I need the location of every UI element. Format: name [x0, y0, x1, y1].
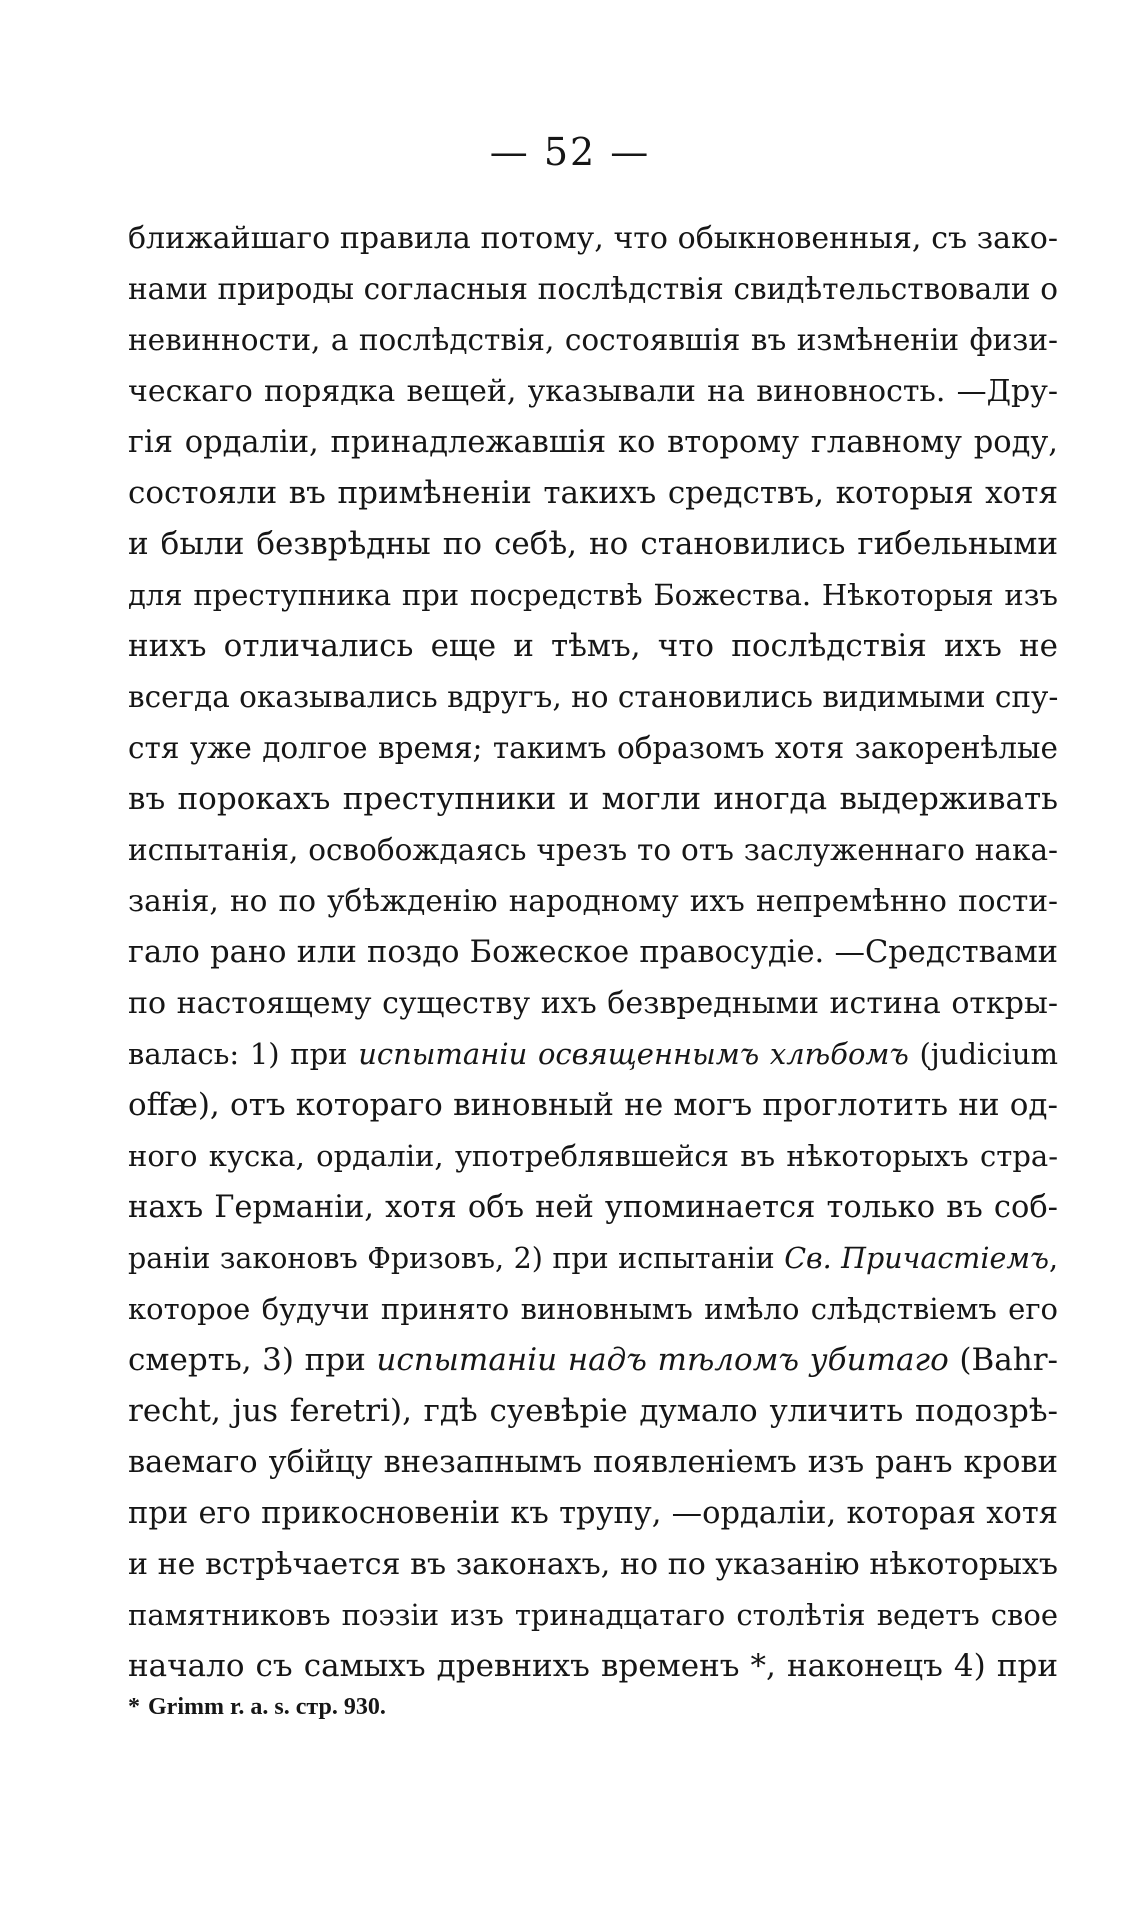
text-segment: , [1048, 1242, 1058, 1275]
text-segment: начало съ самыхъ древнихъ временъ *, наконецъ 4) при [128, 1648, 1058, 1684]
text-segment: состояли въ примѣненіи такихъ средствъ, которыя хотя [128, 475, 1058, 511]
text-segment: offæ), отъ котораго виновный не могъ проглотить ни од- [128, 1087, 1058, 1123]
text-line [128, 468, 1058, 519]
text-segment: занія, но по убѣжденію народному ихъ непремѣнно пости- [128, 884, 1058, 918]
text-line [128, 1284, 1058, 1335]
text-segment: и не встрѣчается въ законахъ, но по указанію нѣкоторыхъ [128, 1547, 1058, 1582]
text-line [128, 1641, 1058, 1692]
text-segment: гія ордаліи, принадлежавшія ко второму главному роду, [128, 425, 1058, 460]
text-line [128, 927, 1058, 978]
italic-term: испытаніи освященнымъ хлѣбомъ [358, 1037, 909, 1071]
text-line [128, 213, 1058, 264]
text-line [128, 876, 1058, 927]
text-line [128, 1335, 1058, 1386]
footnote-mark: * [128, 1694, 140, 1720]
text-segment: ближайшаго правила потому, что обыкновенныя, съ зако- [128, 221, 1058, 256]
text-segment: ваемаго убійцу внезапнымъ появленіемъ изъ ранъ крови [128, 1445, 1058, 1480]
text-line [128, 621, 1058, 672]
text-segment: которое будучи принято виновнымъ имѣло слѣдствіемъ его [128, 1292, 1058, 1326]
text-line [128, 1488, 1058, 1539]
text-line [128, 1182, 1058, 1233]
text-line [128, 1386, 1058, 1437]
body-text [128, 213, 1058, 1692]
text-line [128, 825, 1058, 876]
text-segment: всегда оказывались вдругъ, но становились видимыми спу- [128, 680, 1058, 714]
text-segment: (judicium [908, 1037, 1058, 1071]
italic-term: испытаніи надъ тѣломъ убитаго [376, 1342, 949, 1378]
text-segment: валась: 1) при [128, 1037, 359, 1071]
text-line [128, 366, 1058, 417]
text-line [128, 978, 1058, 1029]
text-segment: ческаго порядка вещей, указывали на виновность. —Дру- [128, 374, 1058, 409]
text-segment: раніи законовъ Фризовъ, 2) при испытаніи [128, 1242, 785, 1275]
page-number: — 52 — [489, 130, 651, 174]
italic-term: Св. Причастіемъ [784, 1242, 1049, 1275]
text-segment: невинности, а послѣдствія, состоявшія въ измѣненіи физи- [128, 323, 1058, 357]
footnote-text: Grimm r. a. s. стр. 930. [148, 1694, 386, 1720]
text-segment: испытанія, освобождаясь чрезъ то отъ заслуженнаго нака- [128, 833, 1058, 867]
text-segment: стя уже долгое время; такимъ образомъ хотя закоренѣлые [128, 731, 1058, 765]
text-line [128, 672, 1058, 723]
text-segment: при его прикосновеніи къ трупу, —ордаліи, которая хотя [128, 1496, 1058, 1531]
text-segment: смерть, 3) при [128, 1342, 377, 1378]
text-line [128, 315, 1058, 366]
text-segment: гало рано или поздо Божеское правосудіе. —Средствами [128, 935, 1058, 970]
text-line [128, 519, 1058, 570]
text-line [128, 1233, 1058, 1284]
text-segment: нихъ отличались еще и тѣмъ, что послѣдствія ихъ не [128, 628, 1058, 664]
text-line [128, 570, 1058, 621]
text-line [128, 417, 1058, 468]
text-line [128, 1590, 1058, 1641]
text-segment: (Bahr- [948, 1342, 1058, 1378]
text-line [128, 264, 1058, 315]
text-segment: для преступника при посредствѣ Божества. Нѣкоторыя изъ [128, 578, 1058, 612]
text-segment: по настоящему существу ихъ безвредными истина откры- [128, 986, 1058, 1021]
text-line [128, 1437, 1058, 1488]
text-segment: нахъ Германіи, хотя объ ней упоминается только въ соб- [128, 1190, 1058, 1225]
text-segment: въ порокахъ преступники и могли иногда выдерживать [128, 781, 1058, 817]
text-line [128, 1080, 1058, 1131]
text-segment: нами природы согласныя послѣдствія свидѣтельствовали о [128, 272, 1058, 306]
text-line [128, 723, 1058, 774]
text-segment: recht, jus feretri), гдѣ суевѣріе думало уличить подозрѣ- [128, 1393, 1058, 1429]
text-segment: памятниковъ поэзіи изъ тринадцатаго столѣтія ведетъ свое [128, 1598, 1058, 1632]
text-segment: ного куска, ордаліи, употреблявшейся въ нѣкоторыхъ стра- [128, 1139, 1058, 1173]
text-segment: и были безврѣдны по себѣ, но становились гибельными [128, 526, 1058, 562]
footnote [128, 1690, 386, 1724]
text-line [128, 774, 1058, 825]
text-line [128, 1539, 1058, 1590]
text-line [128, 1029, 1058, 1080]
text-line [128, 1131, 1058, 1182]
